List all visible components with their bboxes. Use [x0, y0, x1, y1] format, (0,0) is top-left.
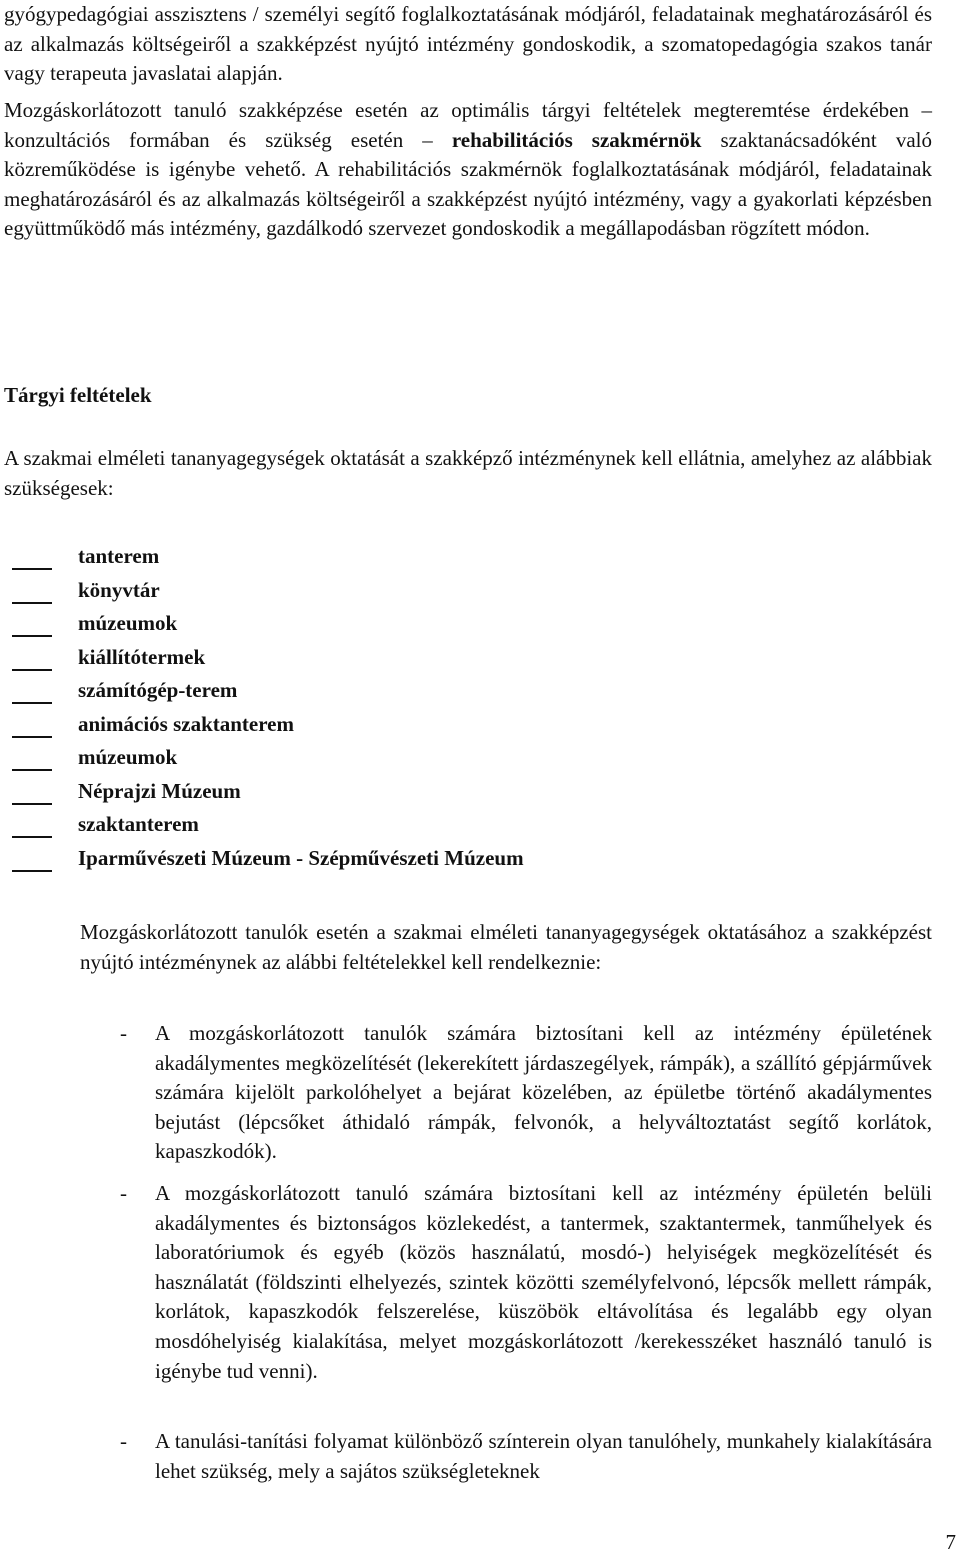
list-item-text: tanterem — [78, 544, 160, 568]
bullet-dash-icon — [12, 803, 52, 805]
bullet-dash-icon — [12, 702, 52, 704]
list-item-text: szaktanterem — [78, 812, 199, 836]
bullet-dash-icon — [12, 669, 52, 671]
requirement-text: A mozgáskorlátozott tanuló számára biztosítani kell az intézmény épületén belüli akadálymentes és biztonságos közlekedést, a tantermek, szaktantermek, tanműhelyek és laboratóriumok és egyéb (közös használatú, mosdó-) helyiségek megközelítését és használatát (földszinti elhelyezés, szintek közötti személyfelvonó, lépcsők mellett rámpák, korlátok, kapaszkodók felszerelése, küszöbök eltávolítása és legalább egy olyan mosdóhelyiség kialakítása, melyet mozgáskorlátozott /kerekesszéket használó tanuló is igénybe tud venni). — [155, 1181, 932, 1383]
bullet-dash-icon — [12, 635, 52, 637]
list-item — [4, 808, 524, 842]
list-item — [4, 674, 524, 708]
list-item-text: Néprajzi Múzeum — [78, 778, 241, 803]
list-item — [4, 641, 524, 675]
list-item — [4, 741, 524, 775]
facility-list — [4, 540, 524, 875]
list-item-text: számítógép-terem — [78, 678, 238, 702]
rehab-paragraph-end: szaktanácsadóként való közreműködése is igénybe vehető. A rehabilitációs szakmérnök foglalkoztatásának módjáról, feladatainak meghatározásáról és az alkalmazás költségeiről a szakképzést nyújtó intézmény, vagy a gyakorlati képzésben együttműködő más intézmény, gazdálkodó szervezet gondoskodik a megállapodásban rögzített módon. — [4, 127, 932, 241]
list-item — [4, 540, 524, 574]
bullet-dash-icon — [12, 836, 52, 838]
bullet-dash-icon — [12, 602, 52, 604]
requirement-text: A tanulási-tanítási folyamat különböző színterein olyan tanulóhely, munkahely kialakítására lehet szükség, mely a sajátos szükségleteknek — [155, 1429, 932, 1483]
bullet-dash-icon — [12, 769, 52, 771]
list-item — [4, 607, 524, 641]
list-item-text: kiállítótermek — [78, 644, 206, 669]
bullet-dash-icon — [12, 568, 52, 570]
bullet-dash-icon — [12, 736, 52, 738]
requirement-text: A mozgáskorlátozott tanulók számára biztosítani kell az intézmény épületének akadálymentes megközelítését (lekerekített járdaszegélyek, rámpák), a szállító gépjárművek számára kijelölt parkolóhelyet a bejárat közelében, az épületbe történő akadálymentes bejutást (lépcsőket áthidaló rámpák, felvonók, a helyváltoztatást segítő korlátok, kapaszkodók). — [155, 1021, 932, 1164]
rehab-engineer-bold: rehabilitációs szakmérnök — [451, 127, 702, 152]
requirements-intro: A szakmai elméleti tananyagegységek oktatását a szakképző intézménynek kell ellátnia, amelyhez az alábbiak szükségesek: — [4, 446, 932, 500]
list-item-text: múzeumok — [78, 611, 178, 635]
dash-bullet: - — [120, 1429, 127, 1453]
list-item-text: könyvtár — [78, 577, 160, 602]
section-heading: Tárgyi feltételek — [4, 383, 152, 407]
intro-paragraph: gyógypedagógiai asszisztens / személyi segítő foglalkoztatásának módjáról, feladatainak meghatározásáról és az alkalmazás költségeiről a szakképzést nyújtó intézmény gondoskodik, a szomatopedagógia szakos tanár vagy terapeuta javaslatai alapján. — [4, 2, 932, 86]
rehab-paragraph-start: Mozgáskorlátozott tanuló szakképzése esetén az optimális tárgyi feltételek megteremtése érdekében – konzultációs formában és szükség esetén – — [4, 98, 932, 152]
list-item — [4, 842, 524, 876]
dash-bullet: - — [120, 1181, 127, 1205]
rehab-engineer-paragraph — [4, 96, 932, 244]
mobility-intro-paragraph: Mozgáskorlátozott tanulók esetén a szakmai elméleti tananyagegységek oktatásához a szakképzést nyújtó intézménynek az alábbi feltételekkel kell rendelkeznie: — [80, 920, 932, 974]
list-item — [4, 708, 524, 742]
list-item-text: Iparművészeti Múzeum - Szépművészeti Múzeum — [78, 845, 524, 870]
list-item — [4, 775, 524, 809]
bullet-dash-icon — [12, 870, 52, 872]
list-item-text: múzeumok — [78, 745, 178, 769]
list-item-text: animációs szaktanterem — [78, 711, 294, 736]
page-number: 7 — [945, 1530, 956, 1554]
dash-bullet: - — [120, 1021, 127, 1045]
list-item — [4, 574, 524, 608]
